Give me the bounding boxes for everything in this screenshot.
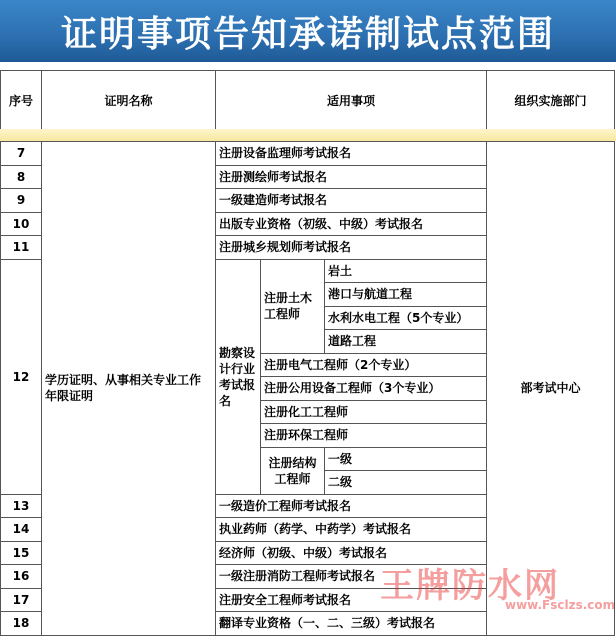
matter-cell: 注册测绘师考试报名 xyxy=(216,165,487,189)
civil-subitem-cell: 水利水电工程（5个专业） xyxy=(325,306,487,330)
seq-cell: 18 xyxy=(1,612,42,636)
matter-cell: 执业药师（药学、中药学）考试报名 xyxy=(216,518,487,542)
seq-cell: 12 xyxy=(1,259,42,494)
matter-cell: 一级建造师考试报名 xyxy=(216,189,487,213)
civil-subitem-cell: 岩土 xyxy=(325,259,487,283)
col-seq-header: 序号 xyxy=(1,71,42,130)
url-watermark: www.Fsclzs.com xyxy=(505,598,616,612)
matter-cell: 注册设备监理师考试报名 xyxy=(216,142,487,166)
civil-subitem-cell: 道路工程 xyxy=(325,330,487,354)
matter-cell: 出版专业资格（初级、中级）考试报名 xyxy=(216,212,487,236)
structural-grade-cell: 一级 xyxy=(325,447,487,471)
matter-cell: 一级注册消防工程师考试报名 xyxy=(216,565,487,589)
structural-engineer-cell: 注册结构工程师 xyxy=(261,447,325,494)
seq-cell: 8 xyxy=(1,165,42,189)
department-cell: 部考试中心 xyxy=(487,142,615,636)
col-matter-header: 适用事项 xyxy=(216,71,487,130)
matter-cell: 经济师（初级、中级）考试报名 xyxy=(216,541,487,565)
seq-cell: 7 xyxy=(1,142,42,166)
col-dept-header: 组织实施部门 xyxy=(487,71,615,130)
matter-cell: 注册城乡规划师考试报名 xyxy=(216,236,487,260)
civil-subitem-cell: 港口与航道工程 xyxy=(325,283,487,307)
seq-cell: 9 xyxy=(1,189,42,213)
utilities-engineer-cell: 注册公用设备工程师（3个专业） xyxy=(261,377,487,401)
highlight-band xyxy=(0,129,616,141)
page-title: 证明事项告知承诺制试点范围 xyxy=(60,14,555,55)
structural-grade-cell: 二级 xyxy=(325,471,487,495)
title-banner xyxy=(0,0,616,62)
matter-cell: 翻译专业资格（一、二、三级）考试报名 xyxy=(216,612,487,636)
seq-cell: 14 xyxy=(1,518,42,542)
table-row xyxy=(1,142,615,166)
brand-watermark: 王牌防水网 xyxy=(380,566,560,606)
matter-cell: 注册安全工程师考试报名 xyxy=(216,588,487,612)
environmental-engineer-cell: 注册环保工程师 xyxy=(261,424,487,448)
seq-cell: 13 xyxy=(1,494,42,518)
seq-cell: 17 xyxy=(1,588,42,612)
chemical-engineer-cell: 注册化工工程师 xyxy=(261,400,487,424)
matter-cell: 一级造价工程师考试报名 xyxy=(216,494,487,518)
header-table xyxy=(0,70,615,130)
seq-cell: 11 xyxy=(1,236,42,260)
seq-cell: 15 xyxy=(1,541,42,565)
seq-cell: 10 xyxy=(1,212,42,236)
col-name-header: 证明名称 xyxy=(42,71,216,130)
exam-group-cell: 勘察设计行业考试报名 xyxy=(216,259,261,494)
header-row xyxy=(1,71,615,130)
civil-engineer-cell: 注册土木工程师 xyxy=(261,259,325,353)
certificate-name-cell: 学历证明、从事相关专业工作年限证明 xyxy=(42,142,216,636)
electrical-engineer-cell: 注册电气工程师（2个专业） xyxy=(261,353,487,377)
seq-cell: 16 xyxy=(1,565,42,589)
